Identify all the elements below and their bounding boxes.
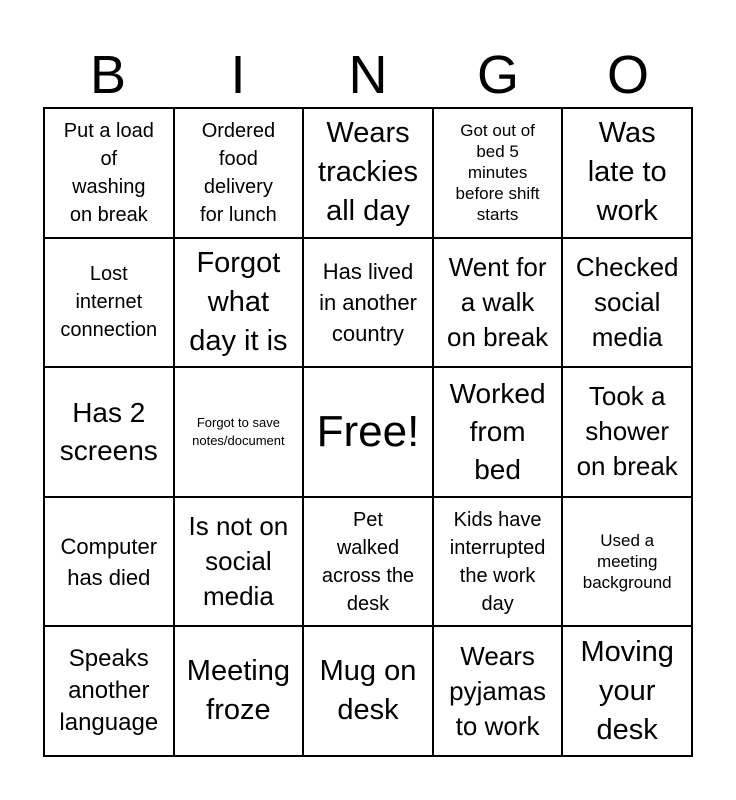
bingo-cell-r2c4[interactable]	[433, 238, 563, 368]
free-space-text: Free!	[316, 406, 420, 456]
header-letter-i: I	[230, 45, 246, 105]
cell-text: Has lived in another country	[319, 258, 417, 346]
cell-text: Went for a walk on break	[447, 251, 549, 352]
cell-text: Used a meeting background	[582, 531, 672, 593]
bingo-header	[43, 44, 693, 106]
bingo-cell-r5c5[interactable]	[562, 626, 692, 756]
bingo-cell-r3c2[interactable]	[174, 367, 304, 497]
cell-text: Speaks another language	[59, 645, 159, 737]
cell-text: Mug on desk	[319, 655, 417, 727]
cell-text: Pet walked across the desk	[321, 508, 415, 615]
bingo-cell-r1c1[interactable]	[44, 108, 174, 238]
bingo-cell-r2c5[interactable]	[562, 238, 692, 368]
bingo-cell-r3c4[interactable]	[433, 367, 563, 497]
bingo-cell-free[interactable]	[303, 367, 433, 497]
bingo-cell-r1c2[interactable]	[174, 108, 304, 238]
bingo-cell-r5c3[interactable]	[303, 626, 433, 756]
cell-text: Checked social media	[575, 251, 679, 352]
cell-text: Moving your desk	[580, 635, 674, 746]
cell-text: Put a load of washing on break	[63, 119, 154, 226]
cell-text: Forgot what day it is	[189, 246, 288, 357]
cell-text: Was late to work	[587, 117, 667, 228]
bingo-cell-r1c4[interactable]	[433, 108, 563, 238]
bingo-cell-r2c3[interactable]	[303, 238, 433, 368]
cell-text: Wears trackies all day	[318, 117, 418, 228]
cell-text: Lost internet connection	[60, 263, 158, 342]
bingo-cell-r1c5[interactable]	[562, 108, 692, 238]
cell-text: Got out of bed 5 minutes before shift starts	[455, 121, 540, 225]
cell-text: Is not on social media	[188, 511, 289, 612]
cell-text: Has 2 screens	[59, 396, 158, 466]
cell-text: Wears pyjamas to work	[449, 640, 546, 741]
header-letter-n: N	[348, 45, 388, 105]
bingo-cell-r5c2[interactable]	[174, 626, 304, 756]
bingo-cell-r4c3[interactable]	[303, 497, 433, 627]
bingo-cell-r3c5[interactable]	[562, 367, 692, 497]
cell-text: Kids have interrupted the work day	[449, 508, 546, 615]
bingo-cell-r4c4[interactable]	[433, 497, 563, 627]
bingo-cell-r1c3[interactable]	[303, 108, 433, 238]
header-letter-g: G	[476, 45, 519, 105]
bingo-cell-r5c4[interactable]	[433, 626, 563, 756]
bingo-cell-r5c1[interactable]	[44, 626, 174, 756]
cell-text: Took a shower on break	[576, 381, 678, 482]
header-letter-b: B	[89, 45, 127, 105]
cell-text: Forgot to save notes/document	[192, 414, 285, 448]
cell-text: Meeting froze	[186, 655, 290, 727]
bingo-cell-r2c2[interactable]	[174, 238, 304, 368]
header-letter-o: O	[606, 45, 649, 105]
cell-text: Worked from bed	[449, 377, 546, 485]
cell-text: Ordered food delivery for lunch	[200, 119, 277, 226]
bingo-cell-r3c1[interactable]	[44, 367, 174, 497]
cell-text: Computer has died	[60, 533, 158, 590]
bingo-cell-r4c2[interactable]	[174, 497, 304, 627]
bingo-cell-r4c5[interactable]	[562, 497, 692, 627]
bingo-cell-r2c1[interactable]	[44, 238, 174, 368]
bingo-cell-r4c1[interactable]	[44, 497, 174, 627]
bingo-card-grid	[43, 107, 693, 757]
